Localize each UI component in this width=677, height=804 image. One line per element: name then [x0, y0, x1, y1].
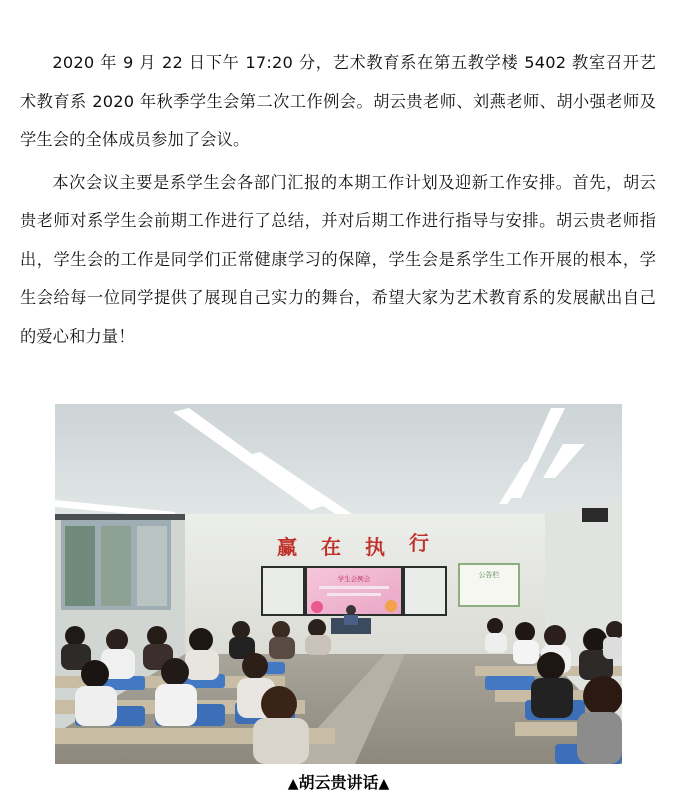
banner-char-2: 在	[321, 535, 341, 559]
article-body	[20, 44, 656, 356]
paragraph-2: 本次会议主要是系学生会各部门汇报的本期工作计划及迎新工作安排。首先，胡云贵老师对系学生会前期工作进行了总结，并对后期工作进行指导与安排。胡云贵老师指出，学生会的工作是同学们正常健康学习的保障，学生会是系学生工作开展的根本，学生会给每一位同学提供了展现自己实力的舞台，希望大家为艺术教育系的发展献出自己的爱心和力量！	[20, 172, 656, 346]
banner-char-3: 执	[365, 535, 385, 559]
screen-title: 学生会例会	[337, 575, 371, 583]
whiteboard-left	[263, 568, 303, 614]
meeting-photo	[55, 404, 622, 764]
notice-board-label: 公告栏	[478, 571, 500, 579]
banner-char-1: 赢	[277, 535, 297, 559]
speaker	[582, 508, 608, 522]
windows	[55, 514, 185, 610]
banner-char-4: 行	[409, 531, 429, 555]
caption-text: 胡云贵讲话	[298, 773, 379, 792]
photo-caption	[0, 770, 677, 793]
speaker-person	[346, 605, 356, 615]
caption-marker-right: ▲	[378, 776, 390, 792]
paragraph-1: 2020 年 9 月 22 日下午 17:20 分，艺术教育系在第五教学楼 5402 教室召开艺术教育系 2020 年秋季学生会第二次工作例会。胡云贵老师、刘燕老师、胡小强老师及学生会的全体成员参加了会议。	[20, 53, 656, 149]
whiteboard-right	[405, 568, 445, 614]
caption-marker-left: ▲	[287, 776, 299, 792]
